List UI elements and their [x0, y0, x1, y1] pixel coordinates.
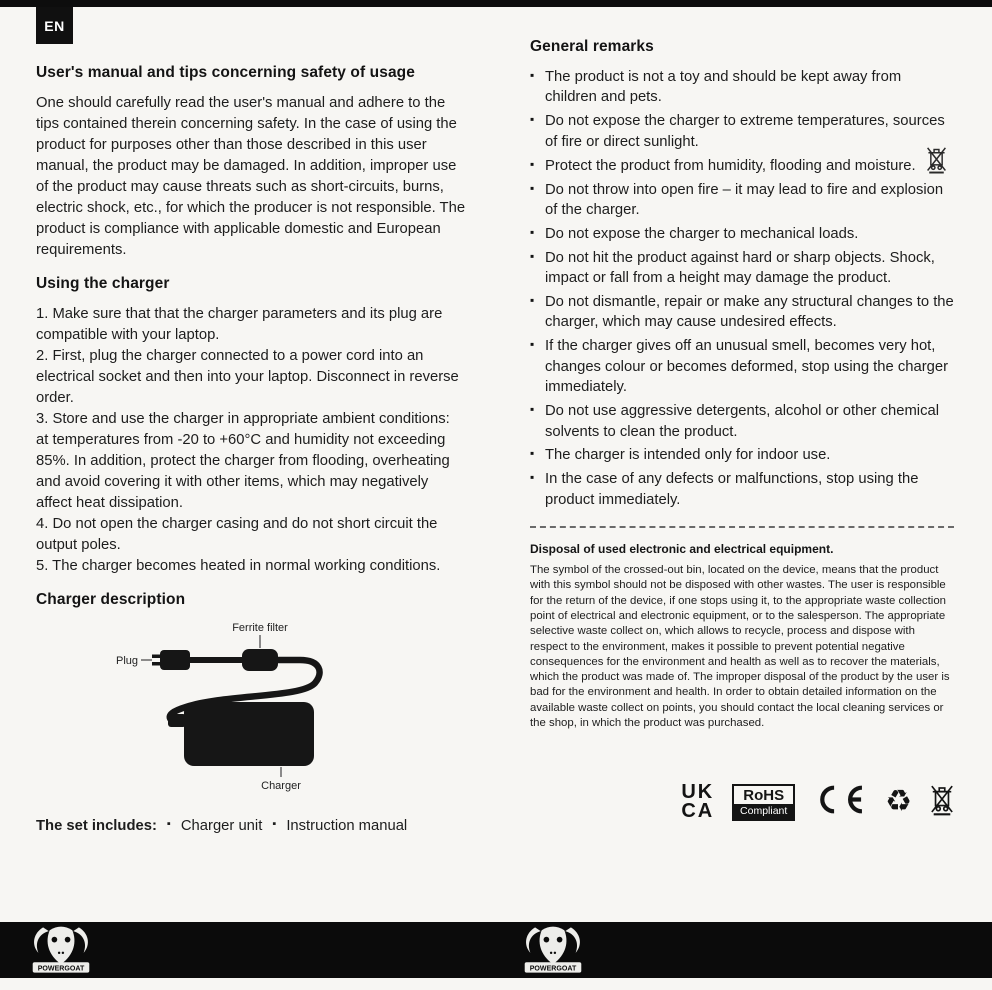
footer-band	[0, 922, 992, 978]
using-step: 5. The charger becomes heated in normal working conditions.	[36, 558, 441, 574]
rohs-name: RoHS	[743, 786, 785, 804]
using-steps-list	[36, 304, 466, 577]
ukca-line2: CA	[681, 800, 715, 823]
ukca-line1: UK	[681, 781, 715, 804]
rohs-compliant-label: Compliant	[734, 804, 793, 819]
using-step: 4. Do not open the charger casing and do not short circuit the output poles.	[36, 516, 438, 553]
general-remark: ▪ Do not hit the product against hard or sharp objects. Shock, impact or fall from a height may damage the product.	[530, 248, 954, 289]
powergoat-logo	[28, 924, 94, 981]
powergoat-logo-text: POWERGOAT	[37, 965, 85, 973]
language-badge-label: EN	[44, 17, 65, 34]
language-badge	[36, 7, 73, 44]
set-includes-label: The set includes:	[36, 818, 157, 834]
ce-mark-icon	[813, 784, 867, 820]
set-includes-line	[36, 818, 466, 834]
powergoat-logo-text: POWERGOAT	[529, 965, 577, 973]
using-step: 1. Make sure that that the charger parameters and its plug are compatible with your laptop.	[36, 306, 443, 343]
diagram-label-plug: Plug	[116, 655, 139, 667]
ukca-mark-icon	[681, 783, 714, 821]
general-remark: ▪ Do not dismantle, repair or make any structural changes to the charger, which may cause undesired effects.	[530, 292, 954, 333]
general-remark: ▪ Do not expose the charger to mechanical loads.	[530, 224, 954, 244]
disposal-paragraph: The symbol of the crossed-out bin, located on the device, means that the product with this symbol should not be disposed with other wastes. The user is responsible for the return of the device, if one stops using it, to the appropriate waste collection point of electrical and electronic equipment, or to the salesperson. The appropriate selective waste collect on, which allows to recycle, process and dispose with respect to the environment, makes it possible to prevent potential negative consequences for the environment and health as well as to recover the materials, which the product was made of. The improper disposal of the product by the user is bad for the environment and health. In order to obtain detailed information on the available waste collect on points, you should contact the local cleaning services or the shop, in which the product was purchased.	[530, 564, 950, 729]
general-remark: ▪ The charger is intended only for indoor use.	[530, 445, 954, 465]
weee-bin-icon	[930, 784, 954, 821]
diagram-label-ferrite-filter: Ferrite filter	[232, 622, 288, 634]
charger-description-heading: Charger description	[36, 591, 186, 608]
general-remark: ▪ Protect the product from humidity, flooding and moisture.	[530, 156, 954, 176]
general-remark: ▪ Do not use aggressive detergents, alcohol or other chemical solvents to clean the product.	[530, 401, 954, 442]
general-remarks-list	[530, 67, 954, 510]
safety-paragraph: One should carefully read the user's manual and adhere to the tips contained therein concerning safety. In the case of using the product for purposes other than those described in this user manual, the product may be damaged. In addition, improper use of the product may cause threats such as short-circuits, burns, electric shock, etc., for which the producer is not responsible. The product is compliance with applicable domestic and European requirements.	[36, 95, 466, 258]
recycle-icon: ♻	[885, 785, 912, 819]
diagram-label-charger: Charger	[261, 780, 301, 792]
set-includes-item: ▪ Charger unit	[167, 818, 262, 834]
rohs-mark-icon	[732, 784, 795, 821]
using-heading: Using the charger	[36, 275, 170, 292]
set-includes-item: ▪ Instruction manual	[272, 818, 407, 834]
left-column	[36, 64, 466, 834]
powergoat-logo	[520, 924, 586, 981]
disposal-heading: Disposal of used electronic and electrical equipment.	[530, 542, 834, 557]
top-edge-strip	[0, 0, 992, 7]
compliance-marks-row	[530, 783, 954, 821]
dashed-divider	[530, 526, 954, 528]
general-remarks-heading: General remarks	[530, 38, 654, 55]
charger-diagram	[114, 620, 466, 800]
safety-heading: User's manual and tips concerning safety of usage	[36, 64, 415, 81]
general-remark: ▪ Do not expose the charger to extreme temperatures, sources of fire or direct sunlight.	[530, 111, 954, 152]
right-column	[530, 38, 954, 821]
general-remark: ▪ In the case of any defects or malfunctions, stop using the product immediately.	[530, 469, 954, 510]
general-remark: ▪ Do not throw into open fire – it may lead to fire and explosion of the charger.	[530, 180, 954, 221]
using-step: 3. Store and use the charger in appropriate ambient conditions: at temperatures from -20 to +60°C and humidity not exceeding 85%. In addition, protect the charger from flooding, overheating and avoid covering it with other items, which may negatively affect heat dissipation.	[36, 411, 450, 511]
using-step: 2. First, plug the charger connected to a power cord into an electrical socket and then into your laptop. Disconnect in reverse order.	[36, 348, 459, 406]
general-remark: ▪ The product is not a toy and should be kept away from children and pets.	[530, 67, 954, 108]
general-remark: ▪ If the charger gives off an unusual smell, becomes very hot, changes colour or becomes deformed, stop using the charger immediately.	[530, 336, 954, 397]
